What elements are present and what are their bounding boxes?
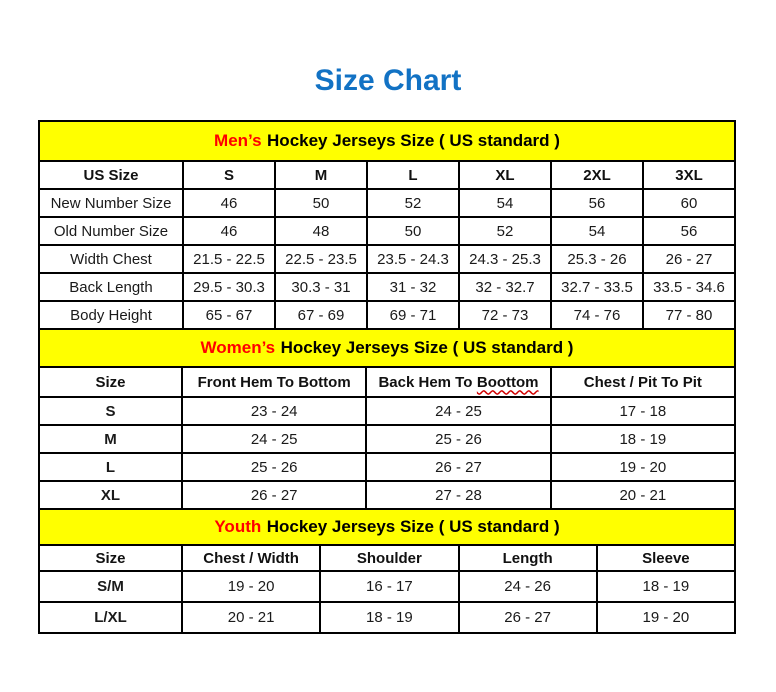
mens-column-header-row xyxy=(39,161,735,189)
misspelled-word: Boottom xyxy=(476,373,539,391)
mens-column-header: L xyxy=(367,161,459,189)
row-label: S/M xyxy=(39,571,182,602)
womens-column-header xyxy=(366,367,550,397)
table-row xyxy=(39,301,735,329)
size-value-cell: 24.3 - 25.3 xyxy=(459,245,551,273)
mens-column-header: 2XL xyxy=(551,161,643,189)
size-value-cell: 74 - 76 xyxy=(551,301,643,329)
mens-column-header: XL xyxy=(459,161,551,189)
mens-column-header: 3XL xyxy=(643,161,735,189)
size-value-cell: 23.5 - 24.3 xyxy=(367,245,459,273)
mens-column-header: US Size xyxy=(39,161,183,189)
size-value-cell: 50 xyxy=(367,217,459,245)
table-row xyxy=(39,273,735,301)
mens-section-header xyxy=(39,121,735,161)
row-label: Old Number Size xyxy=(39,217,183,245)
size-value-cell: 60 xyxy=(643,189,735,217)
table-row xyxy=(39,245,735,273)
size-value-cell: 72 - 73 xyxy=(459,301,551,329)
size-value-cell: 19 - 20 xyxy=(551,453,735,481)
size-value-cell: 26 - 27 xyxy=(366,453,550,481)
size-value-cell: 19 - 20 xyxy=(597,602,735,633)
size-value-cell: 24 - 25 xyxy=(182,425,366,453)
size-value-cell: 20 - 21 xyxy=(551,481,735,509)
mens-section-banner xyxy=(39,121,735,161)
womens-column-header: Front Hem To Bottom xyxy=(182,367,366,397)
table-row xyxy=(39,189,735,217)
size-value-cell: 69 - 71 xyxy=(367,301,459,329)
womens-column-header: Chest / Pit To Pit xyxy=(551,367,735,397)
size-value-cell: 26 - 27 xyxy=(182,481,366,509)
size-value-cell: 54 xyxy=(551,217,643,245)
size-value-cell: 25.3 - 26 xyxy=(551,245,643,273)
womens-section-banner xyxy=(39,329,735,367)
row-label: Width Chest xyxy=(39,245,183,273)
size-value-cell: 52 xyxy=(459,217,551,245)
row-label: Body Height xyxy=(39,301,183,329)
womens-banner-highlight: Women’s xyxy=(200,338,276,357)
size-value-cell: 77 - 80 xyxy=(643,301,735,329)
size-value-cell: 26 - 27 xyxy=(459,602,597,633)
row-label: XL xyxy=(39,481,182,509)
size-value-cell: 50 xyxy=(275,189,367,217)
youth-section-header xyxy=(39,509,735,545)
size-value-cell: 22.5 - 23.5 xyxy=(275,245,367,273)
size-value-cell: 25 - 26 xyxy=(366,425,550,453)
row-label: S xyxy=(39,397,182,425)
youth-column-header-row xyxy=(39,545,735,571)
size-value-cell: 48 xyxy=(275,217,367,245)
size-value-cell: 23 - 24 xyxy=(182,397,366,425)
womens-size-table xyxy=(38,328,736,510)
row-label: New Number Size xyxy=(39,189,183,217)
youth-column-header: Sleeve xyxy=(597,545,735,571)
size-value-cell: 32 - 32.7 xyxy=(459,273,551,301)
size-value-cell: 21.5 - 22.5 xyxy=(183,245,275,273)
size-value-cell: 30.3 - 31 xyxy=(275,273,367,301)
size-value-cell: 18 - 19 xyxy=(320,602,458,633)
youth-column-header: Chest / Width xyxy=(182,545,320,571)
mens-banner-text: Hockey Jerseys Size ( US standard ) xyxy=(267,131,560,150)
womens-banner-text: Hockey Jerseys Size ( US standard ) xyxy=(280,338,574,357)
size-value-cell: 18 - 19 xyxy=(551,425,735,453)
size-value-cell: 25 - 26 xyxy=(182,453,366,481)
table-row xyxy=(39,397,735,425)
size-value-cell: 18 - 19 xyxy=(597,571,735,602)
table-row xyxy=(39,602,735,633)
youth-banner-text: Hockey Jerseys Size ( US standard ) xyxy=(266,517,560,536)
youth-column-header: Length xyxy=(459,545,597,571)
mens-banner-highlight: Men’s xyxy=(214,131,262,150)
size-value-cell: 16 - 17 xyxy=(320,571,458,602)
size-value-cell: 29.5 - 30.3 xyxy=(183,273,275,301)
table-row xyxy=(39,481,735,509)
womens-column-header-prefix: Back Hem To xyxy=(378,373,473,391)
youth-banner-highlight: Youth xyxy=(214,517,262,536)
table-row xyxy=(39,217,735,245)
table-row xyxy=(39,453,735,481)
size-value-cell: 54 xyxy=(459,189,551,217)
mens-size-table xyxy=(38,120,736,330)
size-value-cell: 52 xyxy=(367,189,459,217)
womens-section-header xyxy=(39,329,735,367)
size-value-cell: 24 - 25 xyxy=(366,397,550,425)
size-value-cell: 20 - 21 xyxy=(182,602,320,633)
table-row xyxy=(39,571,735,602)
size-value-cell: 32.7 - 33.5 xyxy=(551,273,643,301)
size-value-cell: 17 - 18 xyxy=(551,397,735,425)
size-value-cell: 56 xyxy=(643,217,735,245)
mens-column-header: S xyxy=(183,161,275,189)
size-value-cell: 46 xyxy=(183,189,275,217)
size-value-cell: 31 - 32 xyxy=(367,273,459,301)
mens-column-header: M xyxy=(275,161,367,189)
size-value-cell: 46 xyxy=(183,217,275,245)
size-value-cell: 27 - 28 xyxy=(366,481,550,509)
table-row xyxy=(39,425,735,453)
page-title: Size Chart xyxy=(314,64,462,97)
size-value-cell: 56 xyxy=(551,189,643,217)
size-value-cell: 33.5 - 34.6 xyxy=(643,273,735,301)
youth-section-banner xyxy=(39,509,735,545)
youth-column-header: Shoulder xyxy=(320,545,458,571)
row-label: Back Length xyxy=(39,273,183,301)
row-label: L xyxy=(39,453,182,481)
size-value-cell: 26 - 27 xyxy=(643,245,735,273)
row-label: L/XL xyxy=(39,602,182,633)
size-value-cell: 65 - 67 xyxy=(183,301,275,329)
size-value-cell: 24 - 26 xyxy=(459,571,597,602)
womens-column-header: Size xyxy=(39,367,182,397)
row-label: M xyxy=(39,425,182,453)
size-value-cell: 67 - 69 xyxy=(275,301,367,329)
youth-size-table xyxy=(38,508,736,634)
size-chart-tables xyxy=(38,120,736,634)
youth-column-header: Size xyxy=(39,545,182,571)
size-value-cell: 19 - 20 xyxy=(182,571,320,602)
womens-column-header-row xyxy=(39,367,735,397)
